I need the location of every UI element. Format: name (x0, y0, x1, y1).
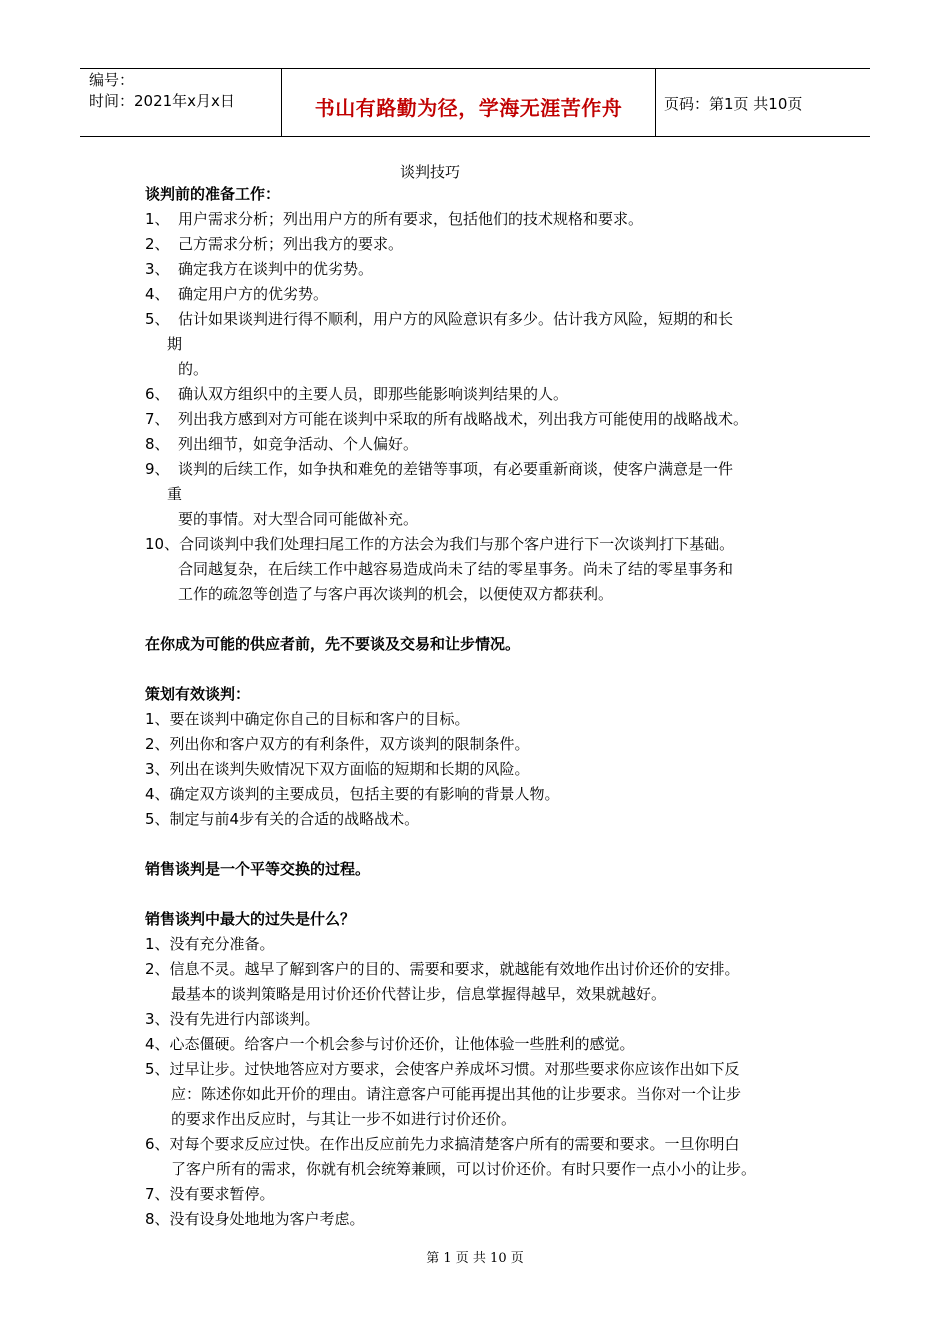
list-item-continuation: 最基本的谈判策略是用讨价还价代替让步，信息掌握得越早，效果就越好。 (171, 985, 667, 1003)
list-item: 8、没有设身处地地为客户考虑。 (145, 1210, 365, 1228)
list-item: 3、 确定我方在谈判中的优劣势。 (145, 260, 374, 278)
list-item-continuation: 工作的疏忽等创造了与客户再次谈判的机会，以便使双方都获利。 (178, 585, 614, 603)
list-item: 7、 列出我方感到对方可能在谈判中采取的所有战略战术，列出我方可能使用的战略战术。 (145, 410, 749, 428)
list-item: 3、没有先进行内部谈判。 (145, 1010, 320, 1028)
list-item: 2、列出你和客户双方的有利条件，双方谈判的限制条件。 (145, 735, 530, 753)
list-item-continuation: 期 (167, 335, 183, 353)
list-item-continuation: 的要求作出反应时，与其让一步不如进行讨价还价。 (171, 1110, 517, 1128)
serial-label: 编号： (89, 71, 135, 89)
header-top-rule (80, 68, 870, 69)
section-heading-mistakes: 销售谈判中最大的过失是什么？ (145, 910, 356, 928)
document-body (145, 182, 825, 1232)
list-item: 4、 确定用户方的优劣势。 (145, 285, 329, 303)
list-item: 5、过早让步。过快地答应对方要求，会使客户养成坏习惯。对那些要求你应该作出如下反 (145, 1060, 740, 1078)
header-motto: 书山有路勤为径，学海无涯苦作舟 (314, 96, 623, 120)
list-item: 5、制定与前4步有关的合适的战略战术。 (145, 810, 420, 828)
key-statement-supplier: 在你成为可能的供应者前，先不要谈及交易和让步情况。 (145, 635, 521, 653)
list-item-continuation: 要的事情。对大型合同可能做补充。 (178, 510, 419, 528)
mistakes-list (145, 932, 825, 1232)
list-item: 7、没有要求暂停。 (145, 1185, 275, 1203)
list-item: 1、 用户需求分析；列出用户方的所有要求，包括他们的技术规格和要求。 (145, 210, 644, 228)
header-divider-right (655, 69, 656, 136)
header-bottom-rule (80, 136, 870, 137)
list-item: 4、心态僵硬。给客户一个机会参与讨价还价，让他体验一些胜利的感觉。 (145, 1035, 635, 1053)
section-heading-preparation: 谈判前的准备工作： (145, 185, 281, 203)
key-statement-exchange: 销售谈判是一个平等交换的过程。 (145, 860, 371, 878)
date-label: 时间：2021年x月x日 (89, 92, 235, 110)
list-item-continuation: 合同越复杂，在后续工作中越容易造成尚未了结的零星事务。尚未了结的零星事务和 (178, 560, 734, 578)
section-heading-planning: 策划有效谈判： (145, 685, 251, 703)
list-item: 2、信息不灵。越早了解到客户的目的、需要和要求，就越能有效地作出讨价还价的安排。 (145, 960, 740, 978)
list-item: 10、合同谈判中我们处理扫尾工作的方法会为我们与那个客户进行下一次谈判打下基础。 (145, 535, 735, 553)
list-item: 4、确定双方谈判的主要成员，包括主要的有影响的背景人物。 (145, 785, 560, 803)
list-item: 2、 己方需求分析；列出我方的要求。 (145, 235, 404, 253)
list-item: 1、没有充分准备。 (145, 935, 275, 953)
document-title: 谈判技巧 (399, 163, 460, 181)
header-page-info: 页码：第1页 共10页 (664, 95, 803, 113)
list-item-continuation: 重 (167, 485, 183, 503)
header-meta (89, 70, 235, 112)
list-item: 8、 列出细节，如竞争活动、个人偏好。 (145, 435, 419, 453)
list-item-continuation: 了客户所有的需求，你就有机会统筹兼顾，可以讨价还价。有时只要作一点小小的让步。 (171, 1160, 757, 1178)
list-item-continuation: 的。 (178, 360, 209, 378)
list-item: 6、对每个要求反应过快。在作出反应前先力求搞清楚客户所有的需要和要求。一旦你明白 (145, 1135, 740, 1153)
list-item: 1、要在谈判中确定你自己的目标和客户的目标。 (145, 710, 470, 728)
list-item: 5、 估计如果谈判进行得不顺利，用户方的风险意识有多少。估计我方风险，短期的和长 (145, 310, 734, 328)
page-footer: 第 1 页 共 10 页 (426, 1251, 524, 1266)
list-item: 6、 确认双方组织中的主要人员，即那些能影响谈判结果的人。 (145, 385, 569, 403)
list-item: 3、列出在谈判失败情况下双方面临的短期和长期的风险。 (145, 760, 530, 778)
list-item: 9、 谈判的后续工作，如争执和难免的差错等事项，有必要重新商谈，使客户满意是一件 (145, 460, 734, 478)
list-item-continuation: 应：陈述你如此开价的理由。请注意客户可能再提出其他的让步要求。当你对一个让步 (171, 1085, 742, 1103)
